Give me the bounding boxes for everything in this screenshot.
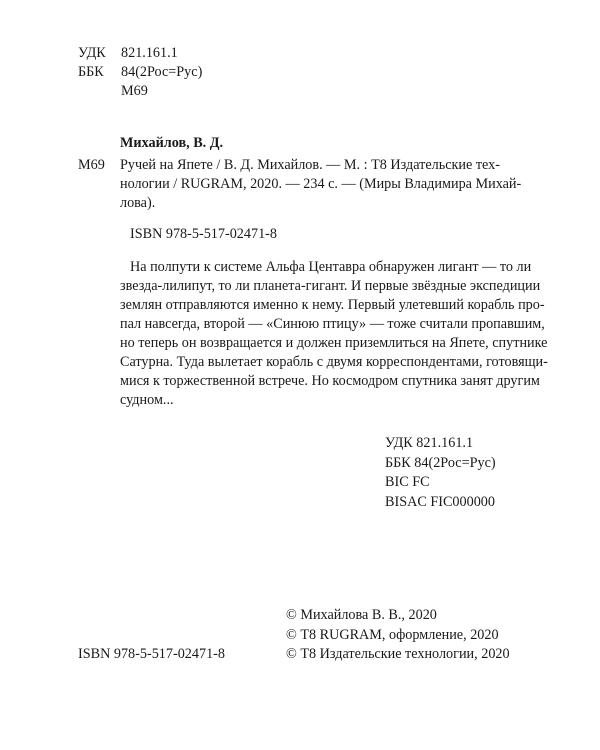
copyright-line: © Михайлова В. В., 2020 xyxy=(286,607,437,623)
annotation xyxy=(120,258,548,410)
udk-code: УДК 821.161.1 xyxy=(385,435,474,451)
biblio-line: нологии / RUGRAM, 2020. — 234 с. — (Миры Владимира Михай- xyxy=(120,176,522,192)
annotation-line: судном... xyxy=(120,392,174,408)
bic-code: BIC FC xyxy=(385,474,430,490)
isbn-main: ISBN 978-5-517-02471-8 xyxy=(130,226,277,242)
author-mark: М69 xyxy=(121,83,148,99)
udk-value: 821.161.1 xyxy=(121,45,178,61)
bbk-label: ББК xyxy=(78,64,104,80)
annotation-line: звезда-лилипут, то ли планета-гигант. И первые звёздные экспедиции xyxy=(120,278,541,294)
classification-codes xyxy=(385,434,496,512)
bisac-code: BISAC FIC000000 xyxy=(385,493,495,510)
annotation-line: пал навсегда, второй — «Синюю птицу» — тоже считали пропавшим, xyxy=(120,316,545,332)
annotation-line: мися к торжественной встрече. Но космодром спутника занят другим xyxy=(120,373,540,389)
annotation-line: землян отправляются именно к нему. Первый улетевший корабль про- xyxy=(120,297,545,313)
author-mark-row xyxy=(78,82,148,101)
annotation-line: На полпути к системе Альфа Центавра обнаружен лигант — то ли xyxy=(130,259,532,275)
author-heading: Михайлов, В. Д. xyxy=(120,135,224,151)
biblio-line: лова). xyxy=(120,195,156,211)
author-mark-side: М69 xyxy=(78,157,105,173)
copyright-line: © Т8 Издательские технологии, 2020 xyxy=(286,646,510,662)
copyright-line: © Т8 RUGRAM, оформление, 2020 xyxy=(286,626,499,643)
biblio-line: Ручей на Япете / В. Д. Михайлов. — М. : Т8 Издательские тех- xyxy=(120,157,500,173)
bbk-code: ББК 84(2Рос=Рус) xyxy=(385,454,496,471)
udk-row xyxy=(78,44,178,63)
copyright-block xyxy=(286,606,510,665)
annotation-line: Сатурна. Туда вылетает корабль с двумя корреспондентами, готовящи- xyxy=(120,354,548,370)
annotation-line: но теперь он возвращается и должен приземлиться на Япете, спутнике xyxy=(120,335,548,351)
bibliographic-description xyxy=(120,156,522,213)
bbk-value: 84(2Рос=Рус) xyxy=(121,64,203,80)
isbn-bottom: ISBN 978-5-517-02471-8 xyxy=(78,646,225,662)
udk-label: УДК xyxy=(78,45,106,61)
bbk-row xyxy=(78,63,202,82)
